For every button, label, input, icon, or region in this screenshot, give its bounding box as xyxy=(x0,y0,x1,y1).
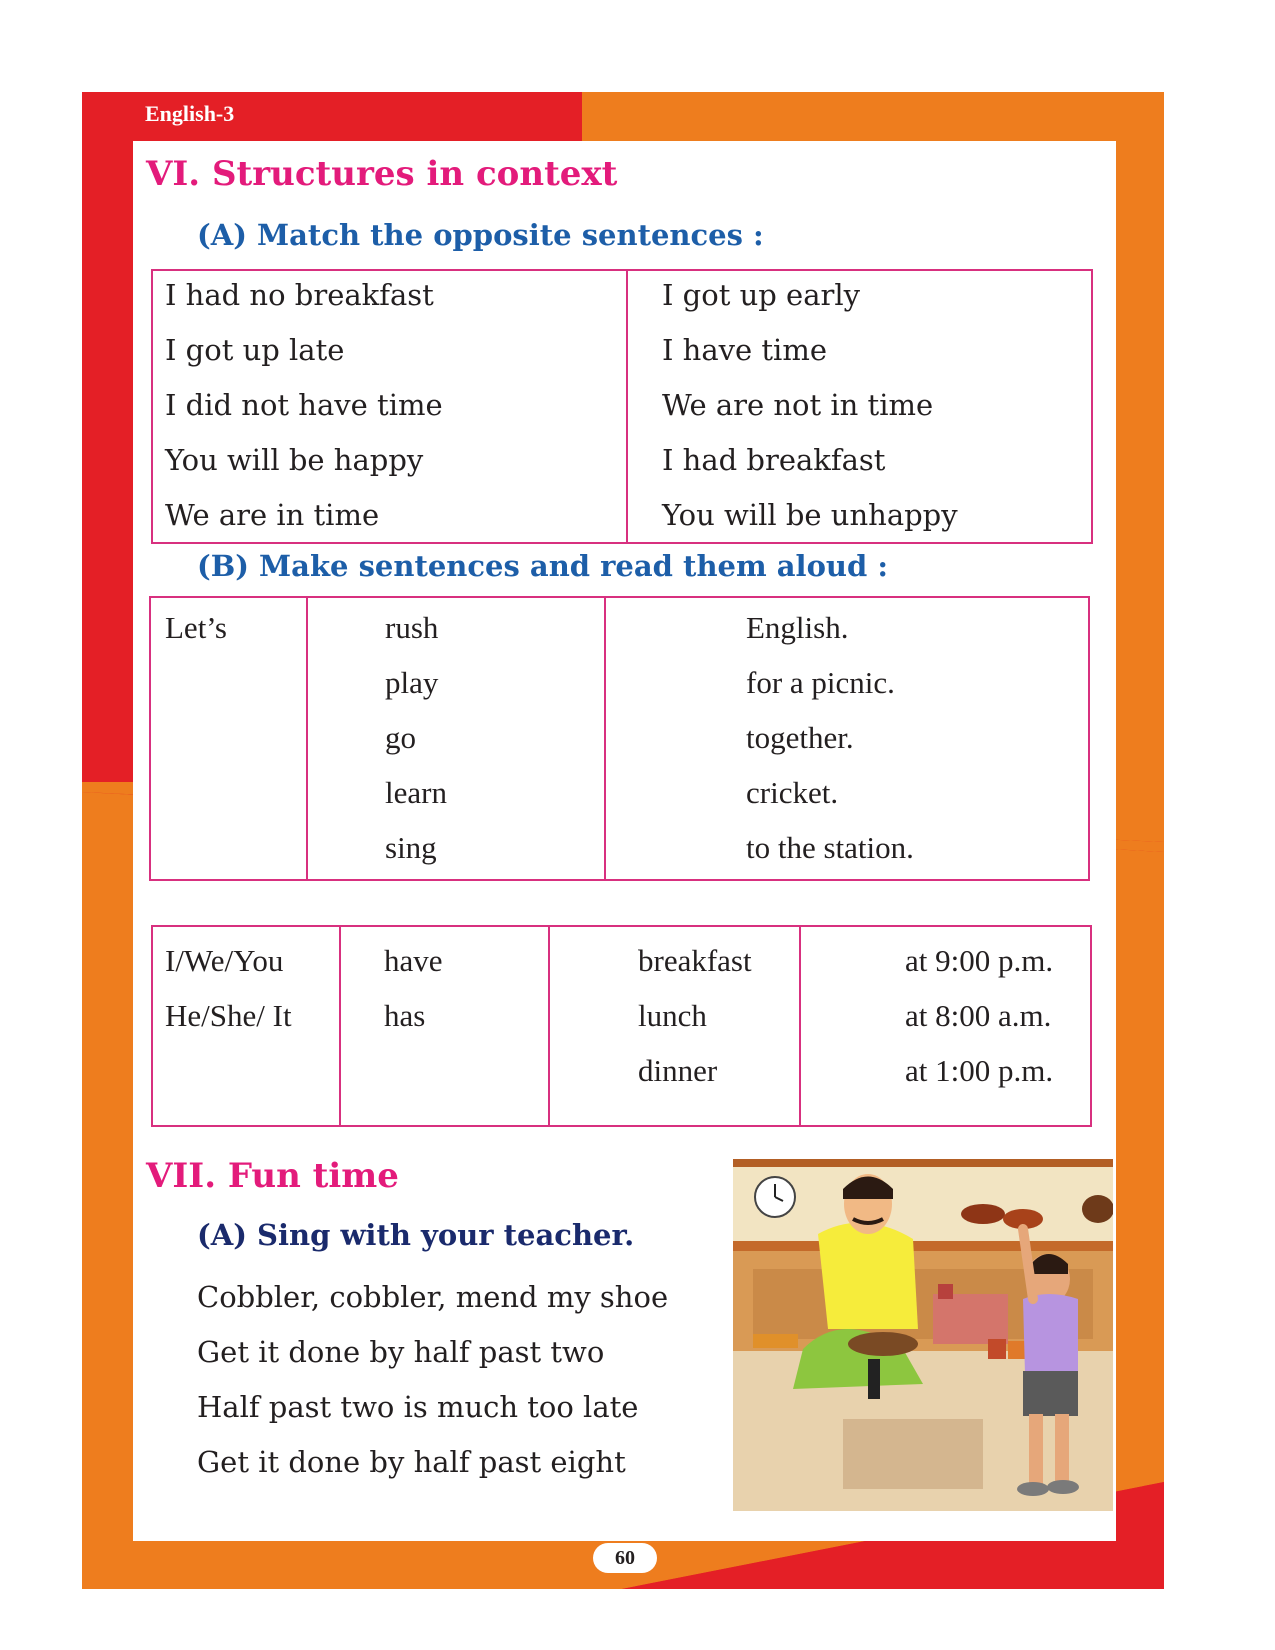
table-cell: go xyxy=(385,720,416,755)
list-item: I had no breakfast xyxy=(165,278,434,312)
table-divider xyxy=(799,927,801,1125)
poem xyxy=(197,1270,668,1490)
table-cell: for a picnic. xyxy=(746,665,895,700)
subsection-title-match: (A) Match the opposite sentences : xyxy=(197,218,764,252)
table-cell: to the station. xyxy=(746,830,914,865)
table-cell: have xyxy=(384,943,443,978)
poem-line: Get it done by half past two xyxy=(197,1335,605,1369)
table-cell: learn xyxy=(385,775,447,810)
page-number: 60 xyxy=(593,1543,657,1573)
poem-line: Cobbler, cobbler, mend my shoe xyxy=(197,1280,669,1314)
poem-line: Half past two is much too late xyxy=(197,1390,639,1424)
list-item: I got up early xyxy=(662,278,861,312)
table-divider xyxy=(548,927,550,1125)
table-column-object xyxy=(746,600,914,875)
subsection-title-make-sentences: (B) Make sentences and read them aloud : xyxy=(197,549,889,583)
table-cell: has xyxy=(384,998,426,1033)
table-cell: at 9:00 p.m. xyxy=(905,943,1054,978)
table-cell: at 8:00 a.m. xyxy=(905,998,1052,1033)
table-cell: rush xyxy=(385,610,439,645)
subsection-title-sing: (A) Sing with your teacher. xyxy=(197,1218,635,1252)
table-column-subject xyxy=(165,600,227,655)
list-item: We are not in time xyxy=(662,388,934,422)
table-column-subject xyxy=(165,933,292,1043)
table-divider xyxy=(626,271,628,542)
list-item: I had breakfast xyxy=(662,443,886,477)
poem-line: Get it done by half past eight xyxy=(197,1445,626,1479)
sentence-table-lets xyxy=(149,596,1090,881)
table-column-verb xyxy=(385,600,447,875)
table-cell: Let’s xyxy=(165,610,227,645)
table-divider xyxy=(604,598,606,879)
list-item: I have time xyxy=(662,333,827,367)
table-cell: play xyxy=(385,665,439,700)
table-cell: breakfast xyxy=(638,943,752,978)
table-cell: together. xyxy=(746,720,854,755)
table-cell: dinner xyxy=(638,1053,718,1088)
table-cell: He/She/ It xyxy=(165,998,292,1033)
table-cell: English. xyxy=(746,610,849,645)
list-item: I got up late xyxy=(165,333,345,367)
cobbler-illustration xyxy=(733,1159,1113,1511)
table-column-meal xyxy=(638,933,752,1098)
match-table xyxy=(151,269,1093,544)
list-item: You will be happy xyxy=(165,443,424,477)
section-title-fun-time: VII. Fun time xyxy=(146,1156,399,1196)
table-divider xyxy=(306,598,308,879)
section-title-structures: VI. Structures in context xyxy=(146,154,618,194)
table-cell: at 1:00 p.m. xyxy=(905,1053,1054,1088)
table-cell: cricket. xyxy=(746,775,839,810)
table-column-time xyxy=(905,933,1053,1098)
list-item: I did not have time xyxy=(165,388,443,422)
running-head: English-3 xyxy=(145,101,235,126)
list-item: You will be unhappy xyxy=(662,498,958,532)
table-divider xyxy=(339,927,341,1125)
match-left-column xyxy=(165,268,443,543)
table-cell: lunch xyxy=(638,998,707,1033)
sentence-table-meals xyxy=(151,925,1092,1127)
list-item: We are in time xyxy=(165,498,380,532)
table-cell: I/We/You xyxy=(165,943,284,978)
table-cell: sing xyxy=(385,830,437,865)
match-right-column xyxy=(662,268,958,543)
table-column-verb xyxy=(384,933,443,1043)
